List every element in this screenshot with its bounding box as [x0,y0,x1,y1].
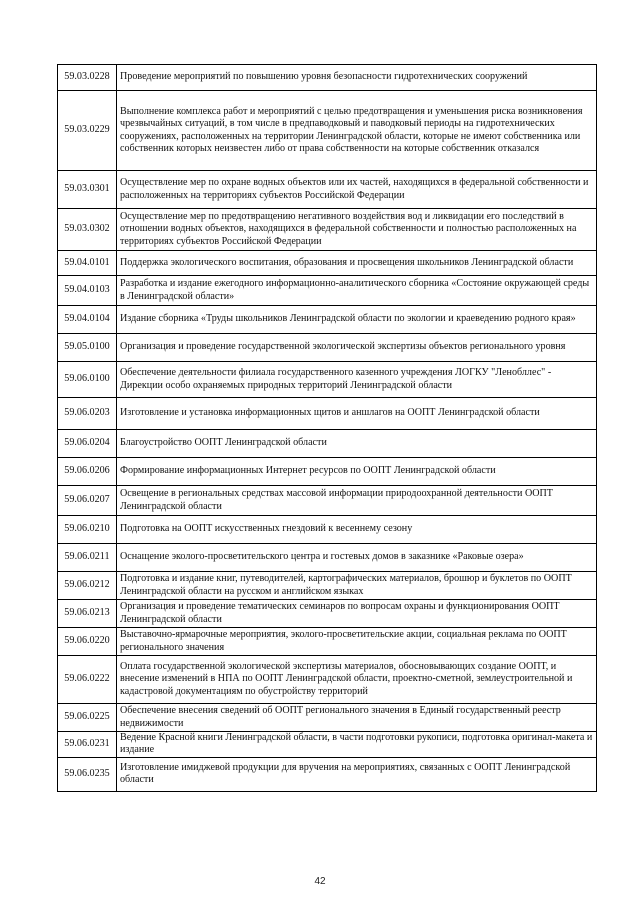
row-code: 59.06.0100 [58,362,117,398]
row-code: 59.04.0104 [58,306,117,334]
row-description: Изготовление имиджевой продукции для вручения на мероприятиях, связанных с ООПТ Ленинградской области [117,757,597,791]
row-code: 59.06.0207 [58,486,117,516]
table-row [58,362,597,398]
row-code: 59.06.0235 [58,757,117,791]
row-code: 59.03.0228 [58,65,117,91]
table-row [58,628,597,656]
table-row [58,732,597,758]
row-code: 59.06.0213 [58,600,117,628]
table-row [58,306,597,334]
table-row [58,65,597,91]
row-description: Изготовление и установка информационных щитов и аншлагов на ООПТ Ленинградской области [117,398,597,430]
page-number: 42 [314,876,326,887]
row-code: 59.06.0231 [58,732,117,758]
row-description: Проведение мероприятий по повышению уровня безопасности гидротехнических сооружений [117,65,597,91]
row-description: Издание сборника «Труды школьников Ленинградской области по экологии и краеведению родного края» [117,306,597,334]
row-description: Разработка и издание ежегодного информационно-аналитического сборника «Состояние окружающей среды в Ленинградской области» [117,276,597,306]
row-description: Осуществление мер по предотвращению негативного воздействия вод и ликвидации его последствий в отношении водных объектов, находящихся в федеральной собственности и полностью расположенных на территориях субъектов Российской Федерации [117,209,597,251]
row-description: Поддержка экологического воспитания, образования и просвещения школьников Ленинградской области [117,251,597,276]
row-description: Обеспечение деятельности филиала государственного казенного учреждения ЛОГКУ "Ленобллес" - Дирекции особо охраняемых природных территорий Ленинградской области [117,362,597,398]
table-row [58,600,597,628]
budget-codes-table [57,64,597,792]
row-description: Обеспечение внесения сведений об ООПТ регионального значения в Единый государственный реестр недвижимости [117,704,597,732]
table-row [58,276,597,306]
table-row [58,486,597,516]
table-row [58,757,597,791]
table-row [58,430,597,458]
row-code: 59.03.0229 [58,91,117,171]
row-description: Формирование информационных Интернет ресурсов по ООПТ Ленинградской области [117,458,597,486]
table-row [58,398,597,430]
table-row [58,209,597,251]
table-row [58,458,597,486]
row-code: 59.06.0212 [58,572,117,600]
row-code: 59.06.0210 [58,516,117,544]
row-code: 59.06.0222 [58,656,117,704]
row-code: 59.06.0206 [58,458,117,486]
row-description: Организация и проведение государственной экологической экспертизы объектов регионального уровня [117,334,597,362]
row-description: Выставочно-ярмарочные мероприятия, эколого-просветительские акции, социальная реклама по ООПТ регионального значения [117,628,597,656]
table-row [58,171,597,209]
row-description: Освещение в региональных средствах массовой информации природоохранной деятельности ООПТ Ленинградской области [117,486,597,516]
row-code: 59.05.0100 [58,334,117,362]
row-description: Подготовка на ООПТ искусственных гнездовий к весеннему сезону [117,516,597,544]
row-code: 59.03.0301 [58,171,117,209]
row-description: Оснащение эколого-просветительского центра и гостевых домов в заказнике «Раковые озера» [117,544,597,572]
row-description: Ведение Красной книги Ленинградской области, в части подготовки рукописи, подготовка оригинал-макета и издание [117,732,597,758]
row-description: Осуществление мер по охране водных объектов или их частей, находящихся в федеральной собственности и расположенных на территориях субъектов Российской Федерации [117,171,597,209]
row-code: 59.06.0203 [58,398,117,430]
table-row [58,572,597,600]
table-row [58,704,597,732]
row-code: 59.06.0204 [58,430,117,458]
table-body [58,65,597,792]
row-code: 59.04.0103 [58,276,117,306]
table-row [58,516,597,544]
row-description: Организация и проведение тематических семинаров по вопросам охраны и функционирования ООПТ Ленинградской области [117,600,597,628]
table-row [58,544,597,572]
row-code: 59.06.0211 [58,544,117,572]
row-description: Выполнение комплекса работ и мероприятий с целью предотвращения и уменьшения риска возникновения чрезвычайных ситуаций, в том числе в предпаводковый и паводковый периоды на гидротехнических сооружениях, расположенных на территории Ленинградской области, которые не имеют собственника или собственник которых неизвестен либо от права собственности на которые собственник отказался [117,91,597,171]
row-code: 59.06.0225 [58,704,117,732]
row-description: Оплата государственной экологической экспертизы материалов, обосновывающих создание ООПТ, и внесение изменений в НПА по ООПТ Ленинградской области, проектно-сметной, землеустроительной и кадастровой документациям по обустройству территорий [117,656,597,704]
table-row [58,656,597,704]
table-row [58,251,597,276]
table-row [58,91,597,171]
row-description: Подготовка и издание книг, путеводителей, картографических материалов, брошюр и буклетов по ООПТ Ленинградской области на русском и английском языках [117,572,597,600]
row-code: 59.03.0302 [58,209,117,251]
table-row [58,334,597,362]
row-code: 59.06.0220 [58,628,117,656]
row-description: Благоустройство ООПТ Ленинградской области [117,430,597,458]
row-code: 59.04.0101 [58,251,117,276]
